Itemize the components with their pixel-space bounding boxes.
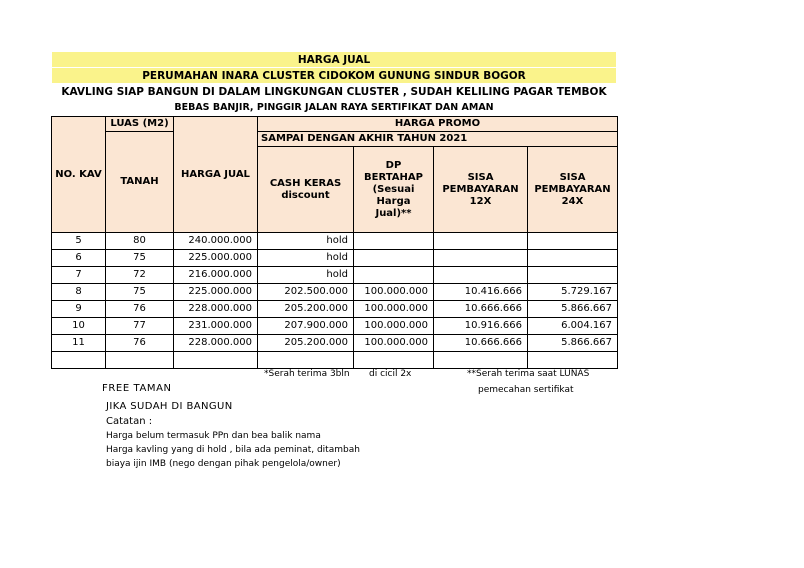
cell-s12: 10.916.666: [434, 318, 528, 335]
cell-cash: 207.900.000: [258, 318, 354, 335]
cell-s24: 5.866.667: [528, 301, 618, 318]
cell-s24: [528, 267, 618, 284]
cell-dp: 100.000.000: [354, 284, 434, 301]
cell-tanah: 76: [106, 301, 174, 318]
col-sisa12-line2: PEMBAYARAN 12X: [442, 183, 519, 207]
cell-kav: 5: [52, 233, 106, 250]
cell-harga: 216.000.000: [174, 267, 258, 284]
col-sisa24-line3: 24X: [561, 195, 584, 207]
col-tanah: TANAH: [106, 132, 174, 233]
cell-kav: 11: [52, 335, 106, 352]
cell-kav: 7: [52, 267, 106, 284]
cell-s24: 6.004.167: [528, 318, 618, 335]
cell-harga: 228.000.000: [174, 301, 258, 318]
col-luas: LUAS (M2): [106, 117, 174, 132]
cell-s12: [434, 250, 528, 267]
cell-harga: 231.000.000: [174, 318, 258, 335]
cell-kav: 10: [52, 318, 106, 335]
col-harga-jual: HARGA JUAL: [174, 117, 258, 233]
col-dp-line1: DP: [385, 159, 402, 171]
col-dp-line2: BERTAHAP: [364, 171, 423, 183]
cell-cash: hold: [258, 250, 354, 267]
cell-cash: hold: [258, 233, 354, 250]
jika-sudah-dibangun: JIKA SUDAH DI BANGUN: [106, 401, 233, 412]
cell-tanah: [106, 352, 174, 369]
table-row: [52, 250, 618, 267]
note-lunas: **Serah terima saat LUNAS: [467, 369, 590, 379]
col-sisa-12x: [434, 147, 528, 233]
cell-s12: [434, 267, 528, 284]
table-row: [52, 284, 618, 301]
cell-dp: [354, 352, 434, 369]
table-row: [52, 352, 618, 369]
cell-s24: [528, 352, 618, 369]
cell-kav: 6: [52, 250, 106, 267]
col-cash-keras: [258, 147, 354, 233]
cell-kav: 8: [52, 284, 106, 301]
cell-dp: 100.000.000: [354, 301, 434, 318]
cell-tanah: 76: [106, 335, 174, 352]
col-cash-keras-line1: CASH KERAS: [269, 177, 342, 189]
free-taman: FREE TAMAN: [102, 383, 172, 394]
cell-cash: 202.500.000: [258, 284, 354, 301]
catatan-3: biaya ijin IMB (nego dengan pihak pengelola/owner): [106, 459, 341, 469]
cell-s12: 10.666.666: [434, 301, 528, 318]
cell-s24: 5.729.167: [528, 284, 618, 301]
cell-dp: 100.000.000: [354, 318, 434, 335]
cell-tanah: 75: [106, 250, 174, 267]
cell-cash: 205.200.000: [258, 301, 354, 318]
cell-kav: [52, 352, 106, 369]
feature-line-2: BEBAS BANJIR, PINGGIR JALAN RAYA SERTIFIKAT DAN AMAN: [174, 102, 494, 113]
table-row: [52, 301, 618, 318]
col-sisa24-line1: SISA: [559, 171, 586, 183]
cell-s24: 5.866.667: [528, 335, 618, 352]
cell-tanah: 80: [106, 233, 174, 250]
table-row: [52, 233, 618, 250]
col-dp-line3: (Sesuai Harga: [372, 183, 415, 207]
col-sisa-24x: [528, 147, 618, 233]
feature-line-1: KAVLING SIAP BANGUN DI DALAM LINGKUNGAN CLUSTER , SUDAH KELILING PAGAR TEMBOK: [61, 86, 607, 98]
cell-s12: [434, 352, 528, 369]
cell-tanah: 77: [106, 318, 174, 335]
promo-period: SAMPAI DENGAN AKHIR TAHUN 2021: [258, 132, 618, 147]
col-no-kav: NO. KAV: [52, 117, 106, 233]
note-pemecahan: pemecahan sertifikat: [478, 385, 574, 395]
cell-s12: [434, 233, 528, 250]
cell-cash: 205.200.000: [258, 335, 354, 352]
col-dp-line4: Jual)**: [375, 207, 412, 219]
cell-harga: 228.000.000: [174, 335, 258, 352]
project-name: PERUMAHAN INARA CLUSTER CIDOKOM GUNUNG SINDUR BOGOR: [142, 70, 526, 82]
cell-harga: [174, 352, 258, 369]
col-sisa24-line2: PEMBAYARAN: [534, 183, 611, 195]
catatan-1: Harga belum termasuk PPn dan bea balik nama: [106, 431, 321, 441]
cell-s12: 10.416.666: [434, 284, 528, 301]
note-dicicil: di cicil 2x: [369, 369, 412, 379]
price-table: [51, 116, 618, 369]
cell-s12: 10.666.666: [434, 335, 528, 352]
cell-dp: [354, 250, 434, 267]
cell-kav: 9: [52, 301, 106, 318]
note-serah-terima: *Serah terima 3bln: [264, 369, 350, 379]
cell-s24: [528, 233, 618, 250]
table-row: [52, 267, 618, 284]
col-cash-keras-line2: discount: [281, 189, 330, 201]
cell-tanah: 72: [106, 267, 174, 284]
cell-tanah: 75: [106, 284, 174, 301]
catatan-2: Harga kavling yang di hold , bila ada peminat, ditambah: [106, 445, 360, 455]
col-sisa12-line1: SISA: [467, 171, 494, 183]
col-harga-promo: HARGA PROMO: [258, 117, 618, 132]
cell-dp: [354, 267, 434, 284]
cell-harga: 225.000.000: [174, 250, 258, 267]
cell-dp: [354, 233, 434, 250]
cell-cash: hold: [258, 267, 354, 284]
page-title: HARGA JUAL: [297, 54, 371, 66]
cell-dp: 100.000.000: [354, 335, 434, 352]
cell-cash: [258, 352, 354, 369]
cell-harga: 240.000.000: [174, 233, 258, 250]
cell-harga: 225.000.000: [174, 284, 258, 301]
col-dp-bertahap: [354, 147, 434, 233]
cell-s24: [528, 250, 618, 267]
catatan-label: Catatan :: [106, 416, 153, 427]
table-row: [52, 318, 618, 335]
table-row: [52, 335, 618, 352]
